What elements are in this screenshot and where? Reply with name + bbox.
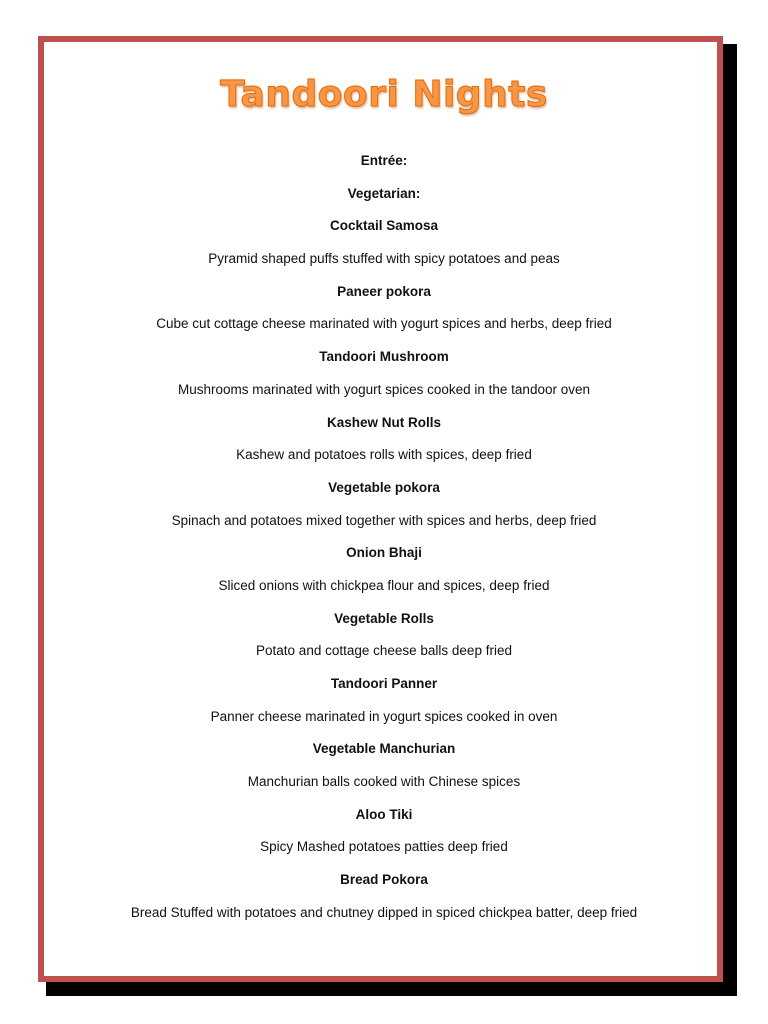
menu-item-name: Tandoori Mushroom <box>319 349 449 365</box>
menu-item-name: Cocktail Samosa <box>329 218 439 234</box>
menu-item-name: Vegetable pokora <box>328 479 440 495</box>
menu-item-description: Spicy Mashed potatoes patties deep fried <box>260 839 508 855</box>
menu-item-name: Onion Bhaji <box>346 545 422 561</box>
subsection-heading: Vegetarian: <box>347 185 421 201</box>
menu-item-description: Kashew and potatoes rolls with spices, deep fried <box>236 447 532 463</box>
menu-item-description: Manchurian balls cooked with Chinese spices <box>247 774 521 790</box>
menu-item-name: Tandoori Panner <box>330 676 438 691</box>
menu-item-name: Paneer pokora <box>337 283 431 299</box>
menu-item-name: Aloo Tiki <box>355 806 413 822</box>
menu-item-description: Spinach and potatoes mixed together with spices and herbs, deep fried <box>171 512 597 528</box>
menu-item-name: Vegetable Rolls <box>334 610 434 626</box>
menu-item-description: Pyramid shaped puffs stuffed with spicy potatoes and peas <box>208 251 560 267</box>
menu-item-description: Mushrooms marinated with yogurt spices cooked in the tandoor oven <box>178 381 590 397</box>
menu-item-name: Kashew Nut Rolls <box>326 414 442 430</box>
menu-item-description: Potato and cottage cheese balls deep fried <box>256 643 512 659</box>
menu-title: Tandoori Nights <box>220 74 548 115</box>
menu-item-description: Bread Stuffed with potatoes and chutney dipped in spiced chickpea batter, deep fried <box>130 904 638 920</box>
menu-list <box>0 148 768 933</box>
menu-item-description: Panner cheese marinated in yogurt spices cooked in oven <box>210 708 558 724</box>
menu-item-description: Cube cut cottage cheese marinated with yogurt spices and herbs, deep fried <box>156 316 612 332</box>
menu-item-description: Sliced onions with chickpea flour and spices, deep fried <box>218 577 550 593</box>
menu-item-name: Bread Pokora <box>340 872 428 888</box>
section-heading: Entrée: <box>360 153 408 168</box>
menu-item-name: Vegetable Manchurian <box>312 741 456 757</box>
